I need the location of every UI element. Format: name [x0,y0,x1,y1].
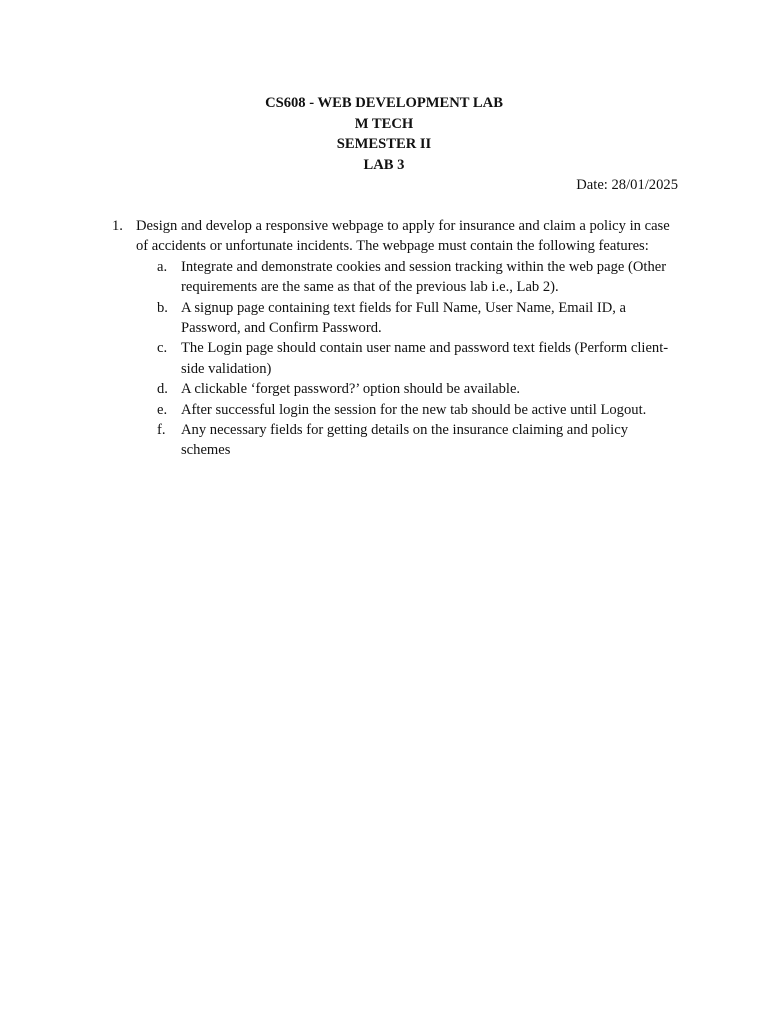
list-item [112,400,672,420]
list-item-letter: d. [157,381,168,398]
list-item-text: A signup page containing text fields for Full Name, User Name, Email ID, a Password, and Confirm Password. [181,299,627,337]
requirements-list [112,257,672,461]
list-item-text: Integrate and demonstrate cookies and session tracking within the web page (Other requirements are the same as that of the previous lab i.e., Lab 2). [181,258,667,296]
question-text: Design and develop a responsive webpage to apply for insurance and claim a policy in case of accidents or unfortunate incidents. The webpage must contain the following features: [136,218,670,255]
list-item [112,257,672,298]
list-item [112,338,672,379]
document-header [0,93,768,175]
list-item [112,379,672,399]
list-item-text: A clickable ‘forget password?’ option should be available. [181,381,521,398]
semester-title: SEMESTER II [336,136,432,152]
list-item-text: Any necessary fields for getting details on the insurance claiming and policy schemes [181,422,629,459]
course-title: CS608 - WEB DEVELOPMENT LAB [265,95,503,111]
list-item-text: After successful login the session for the new tab should be active until Logout. [181,401,647,418]
list-item-letter: c. [157,340,168,357]
list-item-letter: a. [157,258,168,275]
program-title: M TECH [354,115,414,132]
list-item-text: The Login page should contain user name and password text fields (Perform client-side validation) [181,340,669,377]
list-item [112,420,672,461]
list-item [112,298,672,339]
list-item-letter: e. [157,401,168,418]
list-item-letter: f. [157,422,166,439]
question-1 [112,216,672,461]
date-label: Date: 28/01/2025 [576,177,678,193]
question-number: 1. [112,218,123,234]
lab-title: LAB 3 [363,156,405,173]
list-item-letter: b. [157,299,168,316]
